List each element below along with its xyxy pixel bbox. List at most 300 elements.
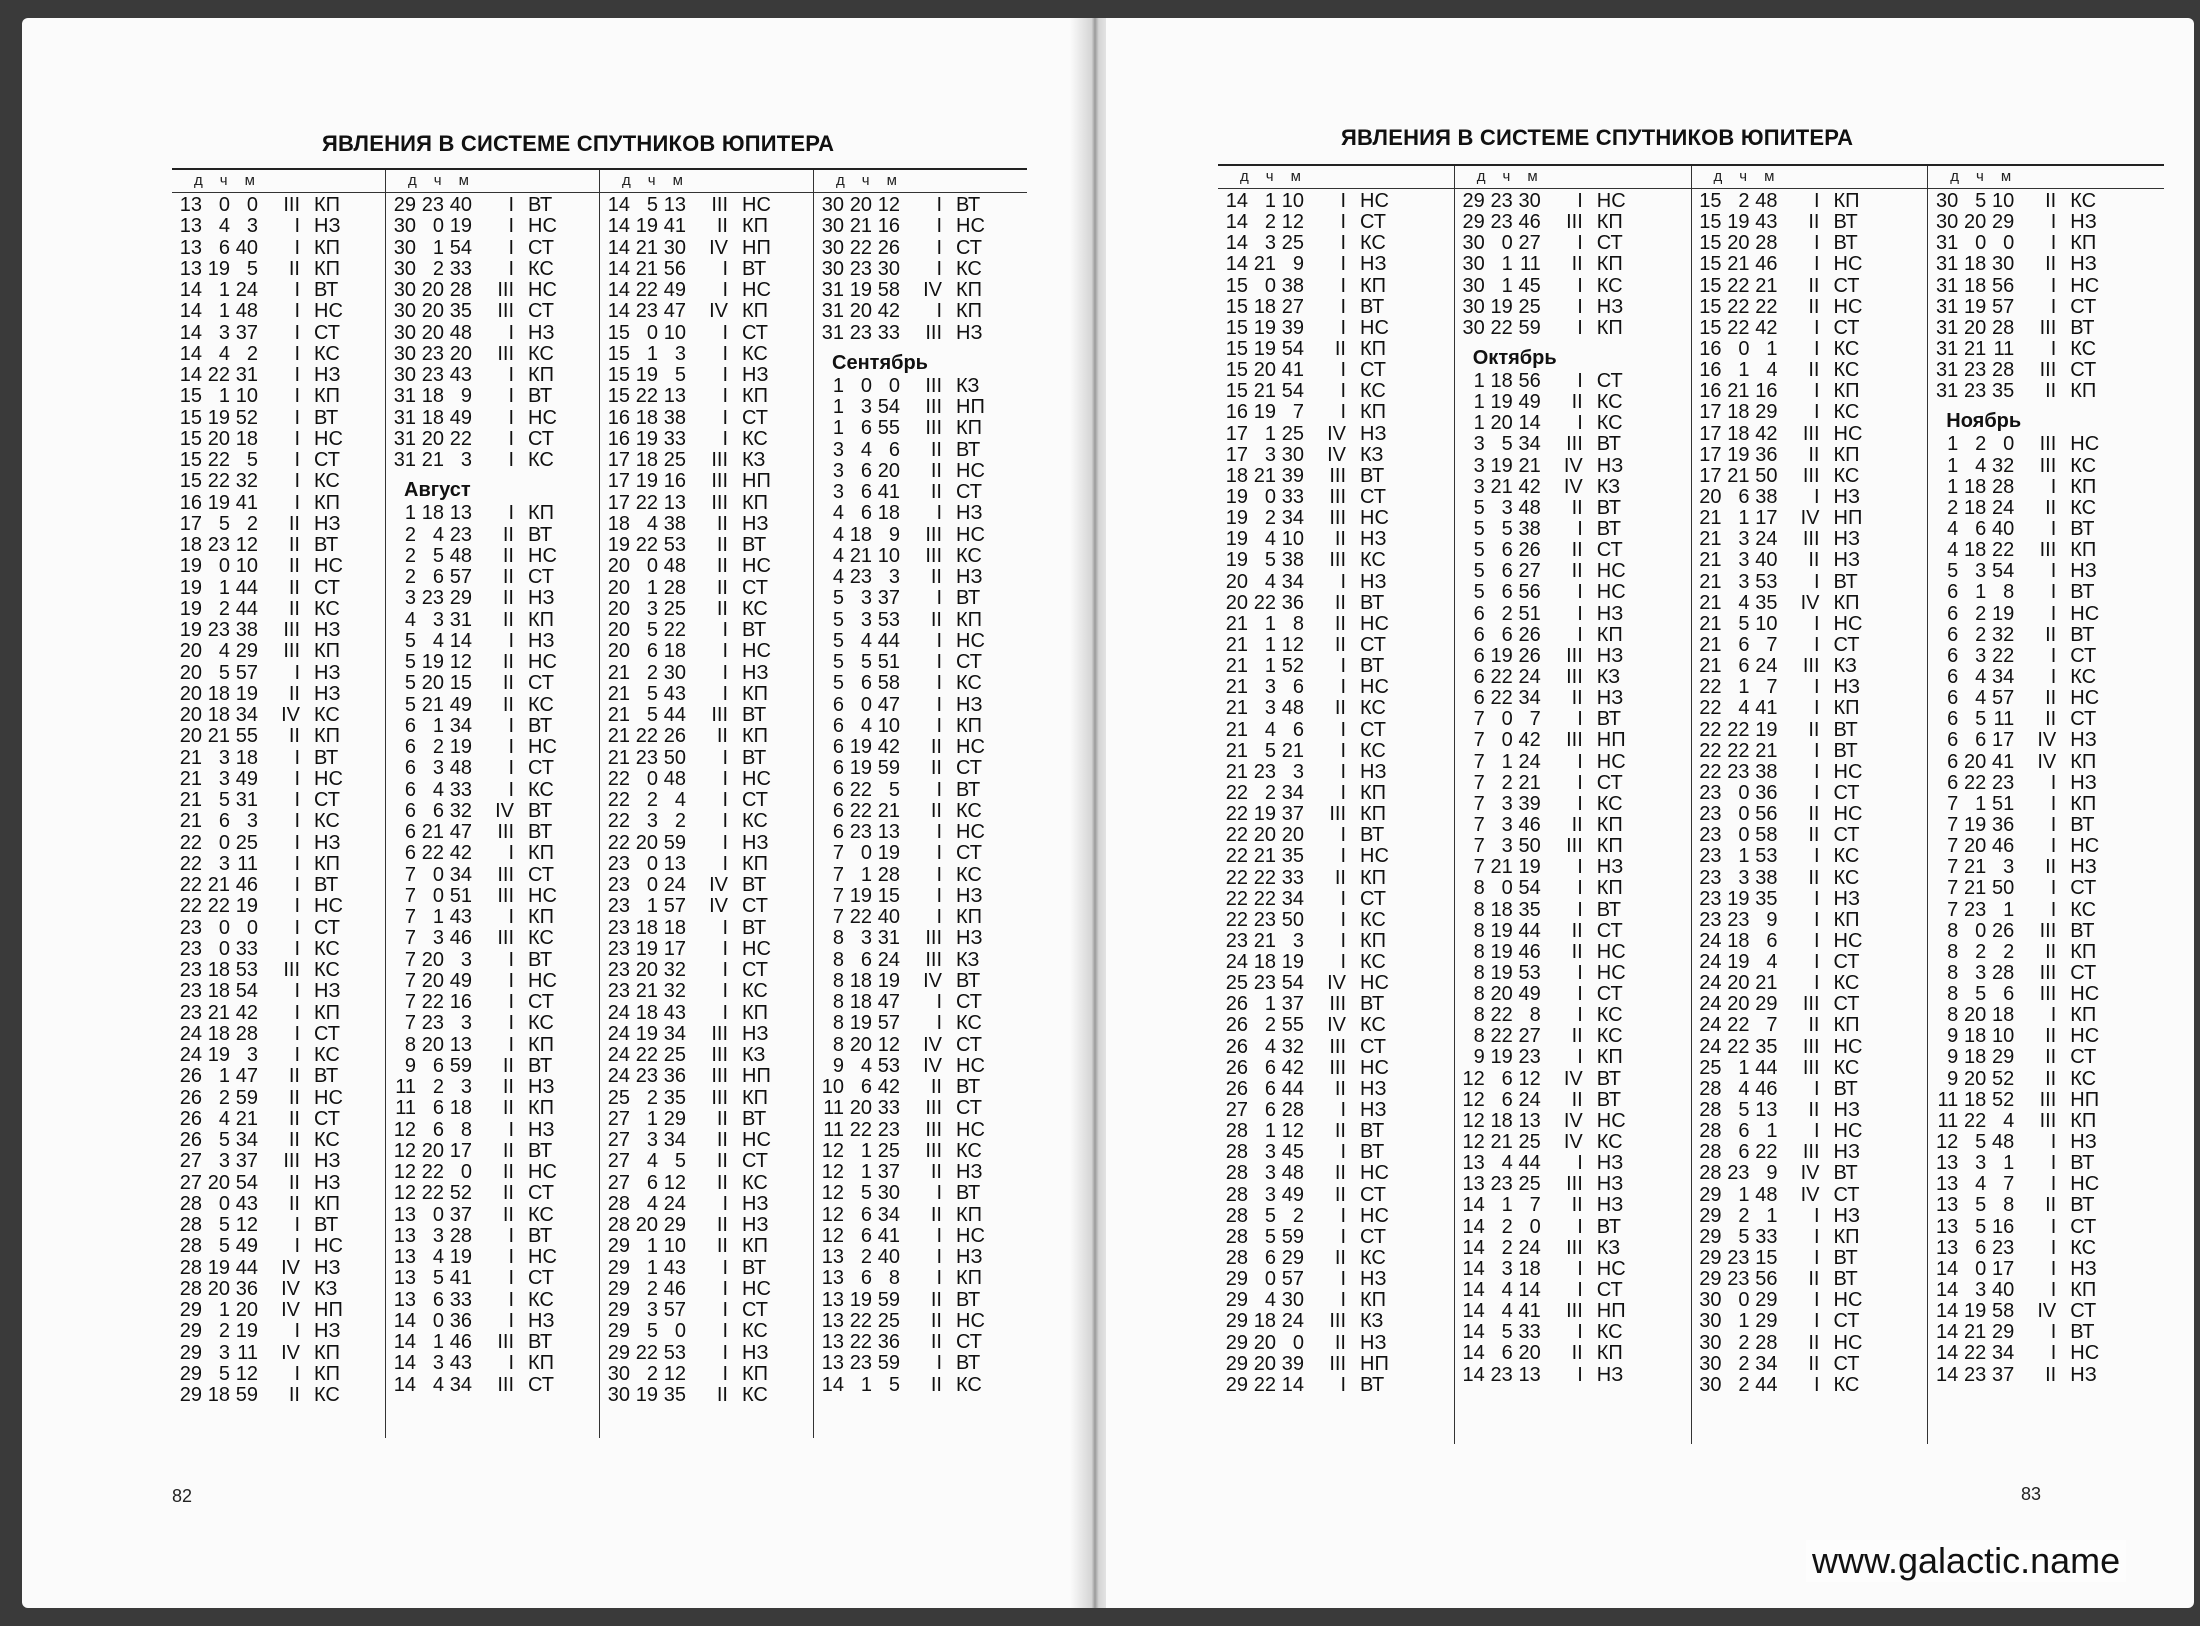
table-row (604, 726, 809, 747)
event-cell: ВТ (528, 385, 553, 408)
day-cell: 6 (1947, 581, 1959, 604)
hour-cell: 3 (860, 587, 872, 610)
event-cell: КП (1833, 591, 1860, 614)
satellite-cell: I (2050, 581, 2057, 604)
minute-cell: 30 (663, 236, 686, 259)
satellite-cell: I (1813, 190, 1820, 212)
hour-cell: 0 (218, 555, 230, 578)
satellite-cell: III (1802, 1056, 1820, 1079)
table-row (176, 726, 381, 747)
event-cell: НП (1596, 1300, 1626, 1323)
table-row (1222, 318, 1450, 339)
minute-cell: 56 (663, 257, 686, 280)
event-cell: КС (314, 1129, 340, 1151)
satellite-cell: III (497, 884, 514, 907)
table-row (390, 1226, 595, 1247)
event-cell: КС (1360, 380, 1386, 403)
table-row (176, 1236, 381, 1257)
day-cell: 23 (1225, 929, 1248, 952)
table-row (176, 811, 381, 832)
table-row (390, 610, 595, 631)
day-cell: 3 (832, 481, 844, 503)
table-row (1459, 836, 1687, 857)
hour-cell: 23 (207, 619, 230, 641)
day-cell: 9 (1947, 1067, 1959, 1090)
table-row (1459, 667, 1687, 688)
event-cell: КП (314, 194, 341, 216)
hour-cell: 0 (218, 194, 230, 216)
event-cell: КС (2070, 496, 2097, 519)
table-row (1932, 1259, 2160, 1280)
table-row (818, 482, 1023, 503)
minute-cell: 48 (1755, 1183, 1778, 1206)
minute-cell: 12 (1281, 211, 1304, 234)
minute-cell: 14 (449, 629, 472, 652)
day-cell: 28 (607, 1214, 630, 1236)
event-cell: СТ (956, 842, 982, 865)
table-row (1459, 434, 1687, 455)
minute-cell: 25 (1518, 1173, 1541, 1196)
satellite-cell: I (508, 1224, 514, 1247)
day-cell: 14 (393, 1373, 416, 1396)
minute-cell: 25 (877, 1139, 900, 1162)
satellite-cell: I (508, 1118, 514, 1141)
hour-cell: 18 (635, 1001, 658, 1024)
day-cell: 5 (404, 672, 416, 695)
hour-cell: 6 (432, 1118, 444, 1141)
day-cell: 22 (1699, 718, 1722, 741)
day-cell: 29 (1699, 1225, 1722, 1248)
hour-cell: 18 (635, 449, 658, 471)
hour-cell: 4 (1738, 1077, 1750, 1100)
minute-cell: 18 (1992, 1004, 2015, 1027)
hour-cell: 19 (1490, 295, 1513, 318)
event-cell: НС (1596, 961, 1626, 984)
minute-cell: 19 (449, 1246, 472, 1268)
day-cell: 6 (404, 757, 416, 780)
event-cell: СТ (1360, 359, 1386, 382)
table-row (604, 939, 809, 960)
event-cell: СТ (742, 895, 768, 918)
hour-cell: 3 (860, 608, 872, 631)
hour-cell: 21 (1253, 929, 1276, 952)
event-cell: СТ (528, 757, 554, 780)
day-cell: 9 (1947, 1025, 1959, 1048)
event-cell: КП (1833, 380, 1860, 403)
satellite-cell: I (1577, 1215, 1583, 1238)
day-cell: 13 (1462, 1152, 1485, 1175)
table-row (1932, 477, 2160, 498)
hour-cell: 4 (432, 1246, 444, 1268)
day-cell: 31 (393, 449, 416, 471)
hour-cell: 4 (218, 215, 230, 238)
table-row (390, 1013, 595, 1034)
minute-cell: 52 (1281, 655, 1304, 678)
day-cell: 8 (832, 1012, 844, 1035)
table-row (1932, 1280, 2160, 1301)
minute-cell: 32 (663, 980, 686, 1003)
table-row (818, 259, 1023, 280)
minute-cell: 56 (1755, 803, 1778, 826)
satellite-cell: II (502, 651, 514, 673)
table-row (1222, 846, 1450, 867)
satellite-cell: II (288, 576, 300, 599)
day-cell: 13 (1936, 1173, 1959, 1196)
table-row (176, 514, 381, 535)
hour-cell: 21 (1964, 877, 1987, 900)
minute-cell: 49 (1281, 1183, 1304, 1206)
day-cell: 4 (832, 502, 844, 525)
satellite-cell: II (288, 725, 300, 748)
hour-cell: 6 (1738, 1120, 1750, 1143)
hour-cell: 2 (646, 789, 658, 811)
table-row (390, 1120, 595, 1141)
hour-cell: 3 (1501, 496, 1513, 519)
day-cell: 24 (1699, 972, 1722, 995)
satellite-cell: I (1813, 676, 1820, 699)
day-cell: 30 (821, 215, 844, 238)
day-cell: 15 (1699, 316, 1722, 339)
event-cell: СТ (956, 481, 982, 503)
event-cell: СТ (314, 449, 340, 471)
table-row (1932, 625, 2160, 646)
satellite-cell: I (1577, 295, 1583, 318)
hour-cell: 5 (218, 789, 230, 811)
table-row (818, 716, 1023, 737)
hour-cell: 19 (207, 406, 230, 429)
table-row (1932, 900, 2160, 921)
satellite-cell: III (1802, 655, 1820, 678)
column-header (1455, 166, 1691, 189)
hour-cell: 1 (1738, 1056, 1750, 1079)
table-row (1459, 646, 1687, 667)
satellite-cell: I (1340, 274, 1346, 297)
table-row (390, 1205, 595, 1226)
table-row (1222, 1206, 1450, 1227)
table-row (1222, 656, 1450, 677)
day-cell: 22 (179, 831, 202, 854)
event-cell: ВТ (742, 874, 767, 896)
hour-cell: 6 (1501, 623, 1513, 646)
hour-cell: 1 (218, 279, 230, 301)
satellite-cell: II (1808, 359, 1820, 382)
minute-cell: 37 (1992, 1363, 2015, 1386)
satellite-cell: III (1329, 1352, 1346, 1375)
event-cell: НЗ (1833, 887, 1861, 910)
table-row (604, 408, 809, 429)
table-row (604, 684, 809, 705)
minute-cell: 18 (663, 916, 686, 939)
day-cell: 22 (179, 874, 202, 896)
day-cell: 26 (179, 1107, 202, 1130)
minute-cell: 57 (1992, 295, 2015, 318)
satellite-cell: I (1813, 1204, 1820, 1227)
event-cell: НЗ (1596, 602, 1624, 625)
satellite-cell: I (2050, 813, 2057, 836)
minute-cell: 12 (1281, 633, 1304, 656)
event-cell: КС (956, 1373, 982, 1396)
table-row (176, 769, 381, 790)
satellite-cell: I (1577, 1152, 1583, 1175)
event-cell: КС (1833, 337, 1860, 360)
satellite-cell: III (283, 194, 300, 216)
satellite-cell: I (1340, 295, 1346, 318)
day-cell: 31 (1936, 232, 1959, 255)
day-cell: 24 (1699, 929, 1722, 952)
minute-cell: 34 (877, 1203, 900, 1226)
table-row (176, 1258, 381, 1279)
hour-cell: 21 (1727, 253, 1750, 276)
minute-cell: 32 (449, 799, 472, 822)
table-row (1222, 910, 1450, 931)
table-row (1696, 381, 1924, 402)
hour-cell: 3 (432, 927, 444, 950)
hour-cell: 5 (860, 1182, 872, 1205)
table-row (1222, 1248, 1450, 1269)
day-cell: 7 (404, 948, 416, 971)
hour-cell: 20 (1727, 972, 1750, 995)
event-cell: СТ (956, 1097, 982, 1120)
page-number: 83 (2021, 1484, 2042, 1504)
satellite-cell: I (722, 959, 728, 981)
day-cell: 28 (1699, 1077, 1722, 1100)
minute-cell: 12 (235, 534, 258, 556)
event-cell: СТ (1833, 824, 1860, 847)
minute-cell: 34 (663, 1022, 686, 1045)
hour-cell: 21 (207, 874, 230, 896)
minute-cell: 41 (663, 215, 686, 238)
day-cell: 6 (1947, 687, 1959, 710)
table-row (176, 1151, 381, 1172)
satellite-cell: II (930, 438, 942, 461)
minute-cell: 7 (1529, 1194, 1541, 1217)
table-row (1932, 730, 2160, 751)
minute-cell: 24 (1992, 496, 2015, 519)
event-cell: НЗ (742, 1341, 769, 1364)
event-cell: СТ (742, 1299, 768, 1321)
day-cell: 3 (1473, 433, 1485, 456)
event-cell: СТ (1360, 485, 1386, 508)
table-row (1696, 783, 1924, 804)
day-cell: 26 (1225, 1077, 1248, 1100)
table-row (1696, 487, 1924, 508)
day-cell: 28 (179, 1214, 202, 1236)
event-cell: КС (956, 1012, 982, 1035)
table-row (390, 780, 595, 801)
event-cell: КС (1596, 792, 1623, 815)
event-cell: НЗ (1596, 295, 1624, 318)
table-row (604, 1300, 809, 1321)
hour-cell: 1 (646, 576, 658, 599)
event-cell: СТ (314, 789, 340, 811)
event-cell: КП (1360, 337, 1387, 360)
minute-cell: 5 (674, 364, 686, 386)
satellite-cell: III (925, 927, 942, 950)
event-cell: НС (528, 1246, 557, 1268)
day-cell: 24 (607, 1001, 630, 1024)
satellite-cell: I (294, 1001, 300, 1024)
table-row (1696, 846, 1924, 867)
day-cell: 22 (179, 852, 202, 875)
satellite-cell: I (936, 884, 942, 907)
table-row (604, 238, 809, 259)
satellite-cell: II (2045, 940, 2057, 963)
satellite-cell: I (508, 736, 514, 758)
hour-cell: 5 (1738, 1099, 1750, 1122)
day-cell: 30 (393, 300, 416, 323)
event-cell: НС (314, 555, 343, 578)
minute-cell: 0 (888, 374, 900, 397)
hour-cell: 23 (1727, 1268, 1750, 1291)
event-cell: КП (1833, 1225, 1860, 1248)
hour-cell: 19 (849, 279, 872, 301)
day-cell: 17 (1699, 422, 1722, 445)
day-cell: 5 (1473, 539, 1485, 562)
day-cell: 14 (179, 321, 202, 344)
column-header-label: м (1527, 168, 1538, 185)
satellite-cell: I (722, 1299, 728, 1321)
event-cell: НЗ (314, 682, 341, 705)
satellite-cell: II (716, 1235, 728, 1258)
minute-cell: 4 (674, 789, 686, 811)
satellite-cell: I (294, 895, 300, 918)
hour-cell: 21 (1253, 380, 1276, 403)
table-row (604, 620, 809, 641)
hour-cell: 2 (432, 736, 444, 758)
event-cell: СТ (742, 959, 768, 981)
table-row (604, 344, 809, 365)
satellite-cell: III (1329, 1056, 1346, 1079)
event-cell: НС (314, 895, 343, 918)
event-cell: НЗ (528, 1118, 555, 1141)
minute-cell: 46 (1518, 211, 1541, 234)
table-row (1222, 677, 1450, 698)
day-cell: 20 (179, 704, 202, 726)
table-row (176, 1130, 381, 1151)
satellite-cell: I (508, 1288, 514, 1311)
satellite-cell: IV (1563, 1131, 1583, 1154)
day-cell: 30 (393, 236, 416, 259)
hour-cell: 4 (1264, 718, 1276, 741)
hour-cell: 23 (1253, 908, 1276, 931)
hour-cell: 18 (1727, 929, 1750, 952)
satellite-cell: II (2045, 687, 2057, 710)
minute-cell: 32 (235, 470, 258, 493)
event-cell: КП (314, 1192, 341, 1215)
day-cell: 6 (832, 778, 844, 801)
satellite-cell: I (722, 1192, 728, 1215)
day-cell: 12 (821, 1224, 844, 1247)
table-row (1459, 1090, 1687, 1111)
hour-cell: 1 (1501, 1194, 1513, 1217)
day-cell: 15 (1225, 359, 1248, 382)
minute-cell: 59 (449, 1054, 472, 1077)
minute-cell: 33 (449, 257, 472, 280)
day-cell: 20 (607, 555, 630, 578)
satellite-cell: II (1808, 274, 1820, 297)
event-cell: КП (1596, 623, 1623, 646)
hour-cell: 21 (421, 693, 444, 716)
column-header-label: ч (1976, 168, 1984, 185)
hour-cell: 2 (432, 257, 444, 280)
satellite-cell: I (2050, 211, 2057, 234)
hour-cell: 23 (1490, 211, 1513, 234)
satellite-cell: II (1571, 1025, 1583, 1048)
hour-cell: 21 (849, 544, 872, 567)
event-cell: НС (1596, 1109, 1626, 1132)
hour-cell: 19 (849, 884, 872, 907)
day-cell: 1 (832, 374, 844, 397)
table-row (1696, 910, 1924, 931)
table-row (818, 238, 1023, 259)
minute-cell: 3 (460, 1076, 472, 1098)
satellite-cell: I (1577, 792, 1583, 815)
day-cell: 28 (1225, 1162, 1248, 1185)
hour-cell: 20 (421, 948, 444, 971)
satellite-cell: I (936, 863, 942, 886)
day-cell: 24 (607, 1065, 630, 1088)
event-cell: КП (742, 682, 769, 705)
day-cell: 14 (1225, 232, 1248, 255)
day-cell: 28 (1225, 1247, 1248, 1270)
minute-cell: 27 (1518, 1025, 1541, 1048)
event-cell: СТ (956, 757, 982, 780)
hour-cell: 22 (849, 1118, 872, 1141)
satellite-cell: IV (1800, 1183, 1820, 1206)
table-row (176, 599, 381, 620)
day-cell: 8 (832, 927, 844, 950)
event-cell: КП (314, 640, 341, 663)
day-cell: 16 (179, 491, 202, 514)
satellite-cell: I (1340, 655, 1346, 678)
table-row (1222, 1037, 1450, 1058)
event-cell: ВТ (2070, 623, 2095, 646)
day-cell: 1 (1947, 454, 1959, 477)
table-row (390, 1162, 595, 1183)
table-row (390, 928, 595, 949)
hour-cell: 19 (849, 757, 872, 780)
minute-cell: 22 (1755, 295, 1778, 318)
day-cell: 21 (607, 661, 630, 684)
hour-cell: 0 (1738, 781, 1750, 804)
minute-cell: 34 (1281, 781, 1304, 804)
satellite-cell: IV (709, 300, 728, 323)
day-cell: 31 (1936, 359, 1959, 382)
table-row (1696, 635, 1924, 656)
satellite-cell: I (508, 215, 514, 238)
table-row (818, 1268, 1023, 1289)
day-cell: 21 (607, 746, 630, 769)
hour-cell: 3 (432, 1224, 444, 1247)
event-cell: КС (314, 342, 340, 365)
event-cell: НЗ (1833, 676, 1861, 699)
minute-cell: 42 (1281, 1056, 1304, 1079)
satellite-cell: II (1571, 813, 1583, 836)
table-row (176, 556, 381, 577)
day-cell: 13 (179, 194, 202, 216)
minute-cell: 36 (235, 1277, 258, 1300)
satellite-cell: II (1334, 528, 1346, 551)
table-row (604, 386, 809, 407)
day-cell: 17 (607, 470, 630, 493)
hour-cell: 1 (1264, 655, 1276, 678)
table-row (1932, 1153, 2160, 1174)
table-row (1932, 1090, 2160, 1111)
satellite-cell: III (2039, 539, 2057, 562)
hour-cell: 21 (1490, 475, 1513, 498)
event-cell: НЗ (742, 512, 769, 535)
day-cell: 17 (1699, 443, 1722, 466)
